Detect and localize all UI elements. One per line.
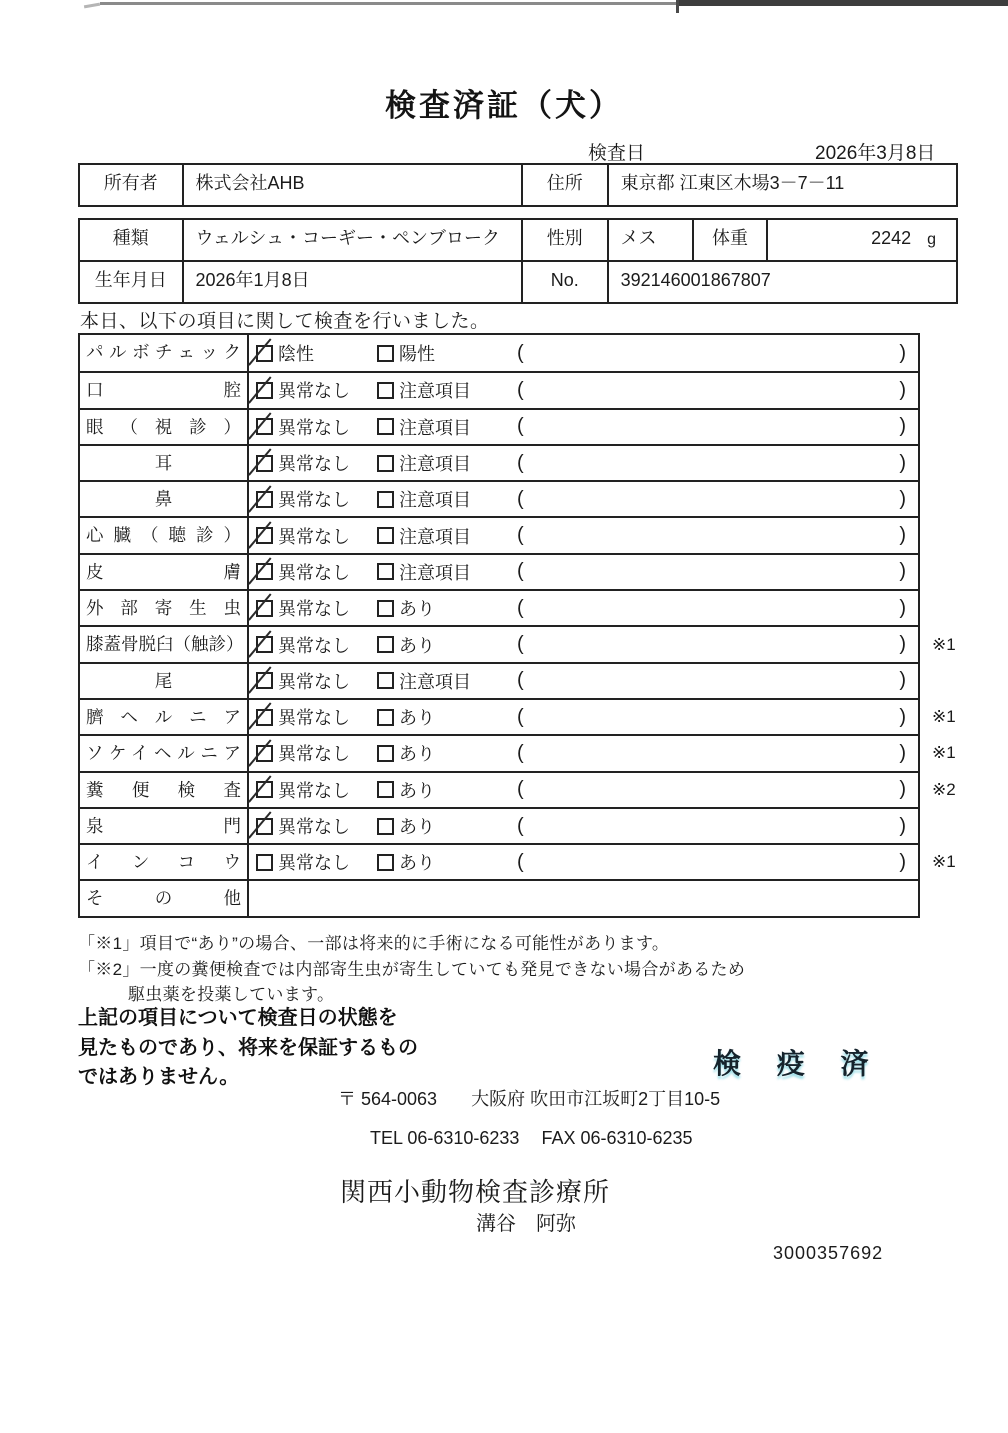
- remarks-close-paren: ): [899, 633, 906, 656]
- scan-artifact-bar: [678, 0, 1008, 6]
- result-option-secondary: [377, 414, 509, 440]
- owner-label: 所有者: [80, 165, 184, 205]
- result-checkbox-primary[interactable]: [256, 672, 273, 689]
- result-option-secondary-label: 陽性: [399, 344, 435, 365]
- breed-label: 種類: [80, 220, 184, 260]
- inspection-item-label: 外部寄生虫: [80, 591, 249, 625]
- result-checkbox-secondary[interactable]: [377, 455, 394, 472]
- id-number-label: No.: [523, 262, 609, 302]
- weight-value: 2242: [871, 228, 912, 248]
- result-option-primary-label: 異常なし: [278, 526, 350, 547]
- remarks-open-paren: (: [517, 487, 524, 510]
- footnote-ref: ※1: [932, 707, 956, 727]
- inspection-row: [80, 371, 918, 407]
- examiner-name: 溝谷 阿弥: [476, 1213, 576, 1235]
- inspection-row: [80, 589, 918, 625]
- remarks-close-paren: ): [899, 814, 906, 837]
- result-option-secondary-label: 注意項目: [399, 417, 471, 438]
- inspection-item-label: インコウ: [80, 845, 249, 879]
- result-checkbox-secondary[interactable]: [377, 563, 394, 580]
- remarks-open-paren: (: [517, 850, 524, 873]
- remarks-close-paren: ): [899, 560, 906, 583]
- result-option-secondary: [377, 595, 509, 621]
- result-option-primary-label: 異常なし: [278, 708, 350, 729]
- result-option-primary: [249, 813, 377, 839]
- result-option-primary: [249, 849, 377, 875]
- inspection-result-cell: [249, 700, 918, 734]
- result-option-primary: [249, 777, 377, 803]
- remarks-open-paren: (: [517, 415, 524, 438]
- inspection-result-cell: [249, 518, 918, 552]
- remarks-close-paren: ): [899, 415, 906, 438]
- inspection-item-label: 皮膚: [80, 555, 249, 589]
- result-option-primary: [249, 340, 377, 366]
- result-checkbox-secondary[interactable]: [377, 781, 394, 798]
- result-checkbox-primary[interactable]: [256, 854, 273, 871]
- result-option-primary-label: 異常なし: [278, 454, 350, 475]
- result-checkbox-secondary[interactable]: [377, 672, 394, 689]
- inspection-row: [80, 807, 918, 843]
- inspection-result-cell: [249, 845, 918, 879]
- disclaimer-line-2: 見たものであり、将来を保証するもの: [78, 1036, 418, 1059]
- inspection-row: [80, 879, 918, 915]
- remarks-close-paren: ): [899, 741, 906, 764]
- remarks-open-paren: (: [517, 741, 524, 764]
- inspection-item-label: 糞便検査: [80, 773, 249, 807]
- result-option-secondary-label: あり: [399, 635, 435, 656]
- inspection-row: [80, 662, 918, 698]
- result-option-primary-label: 異常なし: [278, 635, 350, 656]
- result-option-secondary-label: あり: [399, 599, 435, 620]
- result-option-secondary: [377, 668, 509, 694]
- remarks-close-paren: ): [899, 669, 906, 692]
- inspection-item-label: 眼（視診）: [80, 410, 249, 444]
- clinic-address: 大阪府 吹田市江坂町2丁目10-5: [471, 1089, 721, 1109]
- scan-artifact-mark: [84, 3, 100, 9]
- result-option-primary-label: 異常なし: [278, 744, 350, 765]
- inspection-result-cell: [249, 881, 918, 915]
- clinic-fax: FAX 06-6310-6235: [541, 1128, 693, 1148]
- result-option-primary: [249, 450, 377, 476]
- inspection-result-cell: [249, 809, 918, 843]
- inspection-item-label: 膝蓋骨脱臼（触診）: [80, 627, 249, 661]
- inspection-result-cell: [249, 555, 918, 589]
- result-option-primary: [249, 523, 377, 549]
- result-option-secondary-label: あり: [399, 708, 435, 729]
- remarks-open-paren: (: [517, 705, 524, 728]
- inspection-result-cell: [249, 373, 918, 407]
- footnote-2-continued: 駆虫薬を投薬しています。: [128, 985, 335, 1004]
- remarks-close-paren: ): [899, 596, 906, 619]
- inspection-date-value: 2026年3月8日: [815, 143, 936, 164]
- result-option-secondary: [377, 740, 509, 766]
- result-option-primary: [249, 704, 377, 730]
- result-checkbox-primary[interactable]: [256, 745, 273, 762]
- result-option-primary-label: 異常なし: [278, 817, 350, 837]
- result-checkbox-primary[interactable]: [256, 709, 273, 726]
- weight-label: 体重: [694, 220, 768, 260]
- inspection-row: [80, 335, 918, 371]
- inspection-row: [80, 843, 956, 879]
- result-checkbox-secondary[interactable]: [377, 600, 394, 617]
- result-option-primary: [249, 740, 377, 766]
- result-option-secondary: [377, 340, 509, 366]
- result-option-secondary: [377, 486, 509, 512]
- result-option-primary: [249, 377, 377, 403]
- intro-text: 本日、以下の項目に関して検査を行いました。: [80, 311, 490, 332]
- inspection-item-label: 泉門: [80, 809, 249, 843]
- result-option-secondary-label: あり: [399, 780, 435, 801]
- inspection-result-cell: [249, 446, 918, 480]
- result-checkbox-secondary[interactable]: [377, 818, 394, 835]
- result-option-secondary-label: 注意項目: [399, 526, 471, 547]
- result-option-secondary-label: 注意項目: [399, 562, 471, 583]
- footnote-ref: ※1: [932, 634, 956, 654]
- result-checkbox-secondary[interactable]: [377, 527, 394, 544]
- inspection-row: [80, 698, 956, 734]
- sex-label: 性別: [523, 220, 609, 260]
- clinic-postal-address: [338, 1085, 720, 1111]
- result-option-secondary: [377, 377, 509, 403]
- quarantine-stamp: 検 疫 済: [713, 1048, 883, 1079]
- inspection-item-label: 口腔: [80, 373, 249, 407]
- page-title: 検査済証（犬）: [385, 88, 623, 123]
- inspection-item-label: 心臓（聴診）: [80, 518, 249, 552]
- birthdate-label: 生年月日: [80, 262, 184, 302]
- remarks-close-paren: ): [899, 341, 906, 364]
- remarks-open-paren: (: [517, 669, 524, 692]
- remarks-close-paren: ): [899, 778, 906, 801]
- inspection-row: [80, 480, 918, 516]
- result-option-secondary-label: 注意項目: [399, 454, 471, 475]
- result-checkbox-secondary[interactable]: [377, 491, 394, 508]
- result-option-secondary-label: あり: [399, 817, 435, 837]
- result-checkbox-secondary[interactable]: [377, 382, 394, 399]
- disclaimer-line-1: 上記の項目について検査日の状態を: [78, 1007, 398, 1029]
- inspection-row: [80, 408, 918, 444]
- address-value: 東京都 江東区木場3－7－11: [620, 173, 845, 193]
- inspection-item-label: 耳: [80, 446, 249, 480]
- inspection-checklist-table: [78, 333, 956, 918]
- weight-cell: [768, 220, 956, 260]
- result-option-secondary: [377, 632, 509, 658]
- remarks-open-paren: (: [517, 451, 524, 474]
- result-checkbox-primary[interactable]: [256, 818, 273, 835]
- result-option-secondary: [377, 559, 509, 585]
- result-checkbox-secondary[interactable]: [377, 636, 394, 653]
- clinic-phone-line: [370, 1128, 693, 1149]
- weight-unit: g: [927, 231, 937, 248]
- inspection-item-label: 臍ヘルニア: [80, 700, 249, 734]
- remarks-close-paren: ): [899, 378, 906, 401]
- footnote-ref: ※1: [932, 743, 956, 763]
- remarks-close-paren: ): [899, 487, 906, 510]
- result-option-primary: [249, 414, 377, 440]
- remarks-open-paren: (: [517, 560, 524, 583]
- result-checkbox-secondary[interactable]: [377, 709, 394, 726]
- result-checkbox-primary[interactable]: [256, 418, 273, 435]
- id-number-value: 392146001867807: [620, 270, 771, 290]
- result-checkbox-secondary[interactable]: [377, 745, 394, 762]
- result-option-primary: [249, 559, 377, 585]
- inspection-item-label: ソケイヘルニア: [80, 736, 249, 770]
- result-option-secondary: [377, 450, 509, 476]
- inspection-item-label: その他: [80, 881, 249, 915]
- remarks-open-paren: (: [517, 778, 524, 801]
- result-option-primary: [249, 486, 377, 512]
- result-option-secondary-label: あり: [399, 744, 435, 765]
- serial-number: 3000357692: [773, 1243, 884, 1263]
- result-checkbox-primary[interactable]: [256, 563, 273, 580]
- disclaimer-line-3: ではありません。: [78, 1066, 240, 1088]
- result-option-primary-label: 異常なし: [278, 853, 350, 874]
- inspection-item-label: 鼻: [80, 482, 249, 516]
- result-checkbox-secondary[interactable]: [377, 418, 394, 435]
- result-option-secondary: [377, 704, 509, 730]
- result-option-primary-label: 異常なし: [278, 417, 350, 438]
- remarks-close-paren: ): [899, 705, 906, 728]
- inspection-result-cell: [249, 773, 918, 807]
- inspection-result-cell: [249, 736, 918, 770]
- remarks-close-paren: ): [899, 451, 906, 474]
- result-checkbox-primary[interactable]: [256, 491, 273, 508]
- inspection-row: [80, 734, 956, 770]
- result-option-primary-label: 陰性: [278, 344, 314, 365]
- remarks-open-paren: (: [517, 814, 524, 837]
- scan-artifact-tick: [676, 0, 679, 13]
- result-option-primary: [249, 595, 377, 621]
- inspection-result-cell: [249, 627, 918, 661]
- result-option-secondary: [377, 849, 509, 875]
- remarks-open-paren: (: [517, 341, 524, 364]
- result-checkbox-primary[interactable]: [256, 781, 273, 798]
- clinic-tel: TEL 06-6310-6233: [370, 1128, 520, 1148]
- pet-table: [78, 218, 958, 304]
- footnote-ref: ※2: [932, 779, 956, 799]
- result-option-secondary: [377, 813, 509, 839]
- inspection-item-label: パルボチェック: [80, 335, 249, 371]
- result-option-secondary-label: 注意項目: [399, 381, 471, 402]
- result-option-primary-label: 異常なし: [278, 490, 350, 511]
- remarks-open-paren: (: [517, 524, 524, 547]
- result-checkbox-primary[interactable]: [256, 636, 273, 653]
- result-checkbox-primary[interactable]: [256, 345, 273, 362]
- scan-artifact-line: [100, 2, 692, 5]
- birthdate-value: 2026年1月8日: [184, 262, 523, 302]
- footnote-2: 「※2」一度の糞便検査では内部寄生虫が寄生していても発見できない場合があるため: [78, 960, 746, 979]
- disclaimer-statement: [78, 1004, 418, 1093]
- inspection-result-cell: [249, 335, 918, 371]
- footnote-ref: ※1: [932, 852, 956, 872]
- result-checkbox-primary[interactable]: [256, 455, 273, 472]
- breed-value: ウェルシュ・コーギー・ペンブローク: [184, 220, 523, 260]
- inspection-date-label: 検査日: [588, 143, 646, 164]
- remarks-open-paren: (: [517, 596, 524, 619]
- result-option-primary-label: 異常なし: [278, 562, 350, 583]
- remarks-close-paren: ): [899, 524, 906, 547]
- remarks-open-paren: (: [517, 633, 524, 656]
- inspection-result-cell: [249, 664, 918, 698]
- result-option-primary-label: 異常なし: [278, 599, 350, 620]
- result-option-secondary: [377, 523, 509, 549]
- result-checkbox-secondary[interactable]: [377, 345, 394, 362]
- inspection-row: [80, 625, 956, 661]
- result-checkbox-primary[interactable]: [256, 382, 273, 399]
- result-option-primary-label: 異常なし: [278, 671, 350, 692]
- inspection-row: [80, 444, 918, 480]
- result-checkbox-primary[interactable]: [256, 527, 273, 544]
- result-checkbox-primary[interactable]: [256, 600, 273, 617]
- inspection-item-label: 尾: [80, 664, 249, 698]
- result-option-secondary-label: あり: [399, 853, 435, 874]
- owner-table: [78, 163, 958, 207]
- result-checkbox-secondary[interactable]: [377, 854, 394, 871]
- result-option-primary: [249, 668, 377, 694]
- sex-value: メス: [609, 220, 695, 260]
- clinic-name: 関西小動物検査診療所: [340, 1177, 611, 1207]
- result-option-primary-label: 異常なし: [278, 381, 350, 402]
- inspection-row: [80, 771, 956, 807]
- remarks-open-paren: (: [517, 378, 524, 401]
- inspection-row: [80, 553, 918, 589]
- result-option-secondary: [377, 777, 509, 803]
- owner-value: 株式会社AHB: [184, 165, 523, 205]
- inspection-result-cell: [249, 591, 918, 625]
- postal-code: 〒 564-0063: [338, 1089, 438, 1109]
- result-option-primary: [249, 632, 377, 658]
- result-option-primary-label: 異常なし: [278, 780, 350, 801]
- result-option-secondary-label: 注意項目: [399, 490, 471, 511]
- inspection-result-cell: [249, 482, 918, 516]
- address-label: 住所: [523, 165, 609, 205]
- remarks-close-paren: ): [899, 850, 906, 873]
- inspection-row: [80, 516, 918, 552]
- result-option-secondary-label: 注意項目: [399, 671, 471, 692]
- footnote-1: 「※1」項目で“あり”の場合、一部は将来的に手術になる可能性があります。: [78, 934, 670, 953]
- inspection-result-cell: [249, 410, 918, 444]
